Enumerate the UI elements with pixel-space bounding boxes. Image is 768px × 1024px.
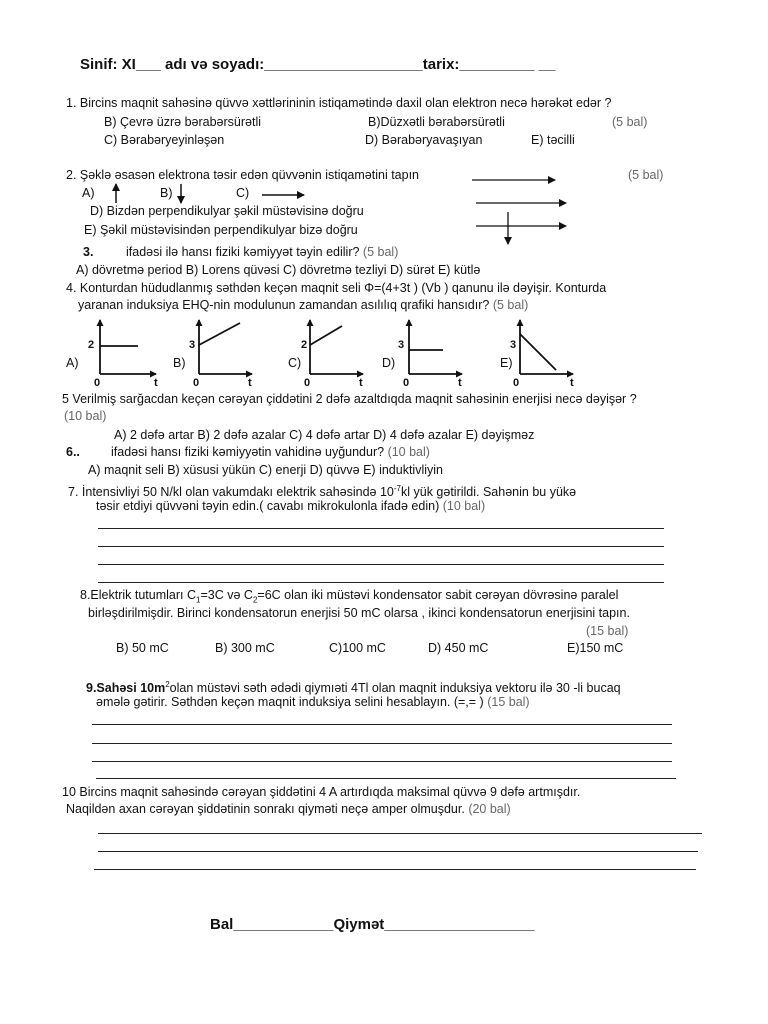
q3-text: ifadəsi ilə hansı fiziki kəmiyyət təyin edilir? (5 bal) [126, 245, 399, 259]
q2-points: (5 bal) [628, 168, 664, 182]
q1-points: (5 bal) [612, 115, 648, 129]
graph-c-x0: 0 [304, 377, 311, 389]
answer-line [98, 546, 664, 547]
graph-b-x0: 0 [193, 377, 200, 389]
footer-score: Bal____________Qiymət__________________ [210, 916, 535, 933]
graph-a-label: A) [66, 356, 79, 370]
graph-c-label: C) [288, 356, 302, 370]
q8-option-2: B) 300 mC [215, 641, 275, 655]
q2-option-a: A) [82, 186, 95, 200]
q2-text: 2. Şəklə əsasən elektrona təsir edən qüvvənin istiqamətini tapın [66, 168, 419, 182]
q8-option-5: E)150 mC [567, 641, 624, 655]
q8-option-3: C)100 mC [329, 641, 386, 655]
q1-option-e: E) təcilli [531, 133, 575, 147]
answer-line [96, 778, 676, 779]
q8-line1: 8.Elektrik tutumları $C_1=3C$ və $C_2=6C$ olan iki müstəvi kondensator sabit cərəyan dövrəsinə paralel [80, 588, 619, 605]
q8-option-4: D) 450 mC [428, 641, 489, 655]
answer-line [92, 743, 672, 744]
graph-b-y: 3 [189, 339, 196, 351]
answer-line [98, 564, 664, 565]
q2-option-e: E) Şəkil müstəvisindən perpendikulyar bizə doğru [84, 223, 358, 237]
q6-number: 6.. [66, 445, 80, 459]
q10-line2: Naqildən axan cərəyan şiddətinin sonrakı qiyməti neçə amper olmuşdur. (20 bal) [66, 802, 511, 816]
graph-d-label: D) [382, 356, 396, 370]
q5-options: A) 2 dəfə artar B) 2 dəfə azalar C) 4 dəfə artar D) 4 dəfə azalar E) dəyişməz [114, 428, 535, 442]
q1-option-c: C) Bərabəryeyinləşən [104, 133, 225, 147]
q1-option-b2: B)Düzxətli bərabərsürətli [368, 115, 505, 129]
q8-points: (15 bal) [586, 624, 629, 638]
q5-text: 5 Verilmiş sarğacdan keçən cərəyan çiddətini 2 dəfə azaltdıqda maqnit sahəsinin enerjisi necə dəyişər ? [62, 392, 637, 406]
answer-line [98, 528, 664, 529]
q9-line2: əmələ gətirir. Səthdən keçən maqnit induksiya selini hesablayın. (=,= ) (15 bal) [96, 695, 530, 709]
q6-text: ifadəsi hansı fiziki kəmiyyətin vahidinə uyğundur? (10 bal) [111, 445, 430, 459]
answer-line [92, 761, 672, 762]
graph-d [409, 320, 462, 374]
graph-b-xt: t [248, 377, 252, 389]
graph-b [199, 320, 252, 374]
graph-c-y: 2 [301, 339, 308, 351]
q4-line2: yaranan induksiya EHQ-nin modulunun zamandan asılılıq qrafiki hansıdır? (5 bal) [78, 298, 529, 312]
graph-e-x0: 0 [513, 377, 520, 389]
answer-line [94, 869, 696, 870]
graph-e-y: 3 [510, 339, 517, 351]
graph-a-xt: t [154, 377, 158, 389]
graph-e-xt: t [570, 377, 574, 389]
q2-option-d: D) Bizdən perpendikulyar şəkil müstəvisinə doğru [90, 204, 364, 218]
q8-option-1: B) 50 mC [116, 641, 169, 655]
answer-line [98, 851, 698, 852]
q10-line1: 10 Bircins maqnit sahəsində cərəyan şiddətini 4 A artırdıqda maksimal qüvvə 9 dəfə artmışdır. [62, 785, 581, 799]
q1-option-b1: B) Çevrə üzrə bərabərsürətli [104, 115, 262, 129]
q3-options: A) dövretmə period B) Lorens qüvəsi C) dövretmə tezliyi D) sürət E) kütlə [76, 263, 481, 277]
q9-line1: 9.Sahəsi $10m^2olan$ müstəvi səth ədədi qiymıəti 4Tl olan maqnit induksiya vektoru ilə 30 -li bucaq [86, 680, 621, 696]
q1-option-d: D) Bərabəryavaşıyan [365, 133, 483, 147]
answer-line [98, 582, 664, 583]
graph-c [310, 320, 363, 374]
graph-d-xt: t [458, 377, 462, 389]
graph-a [100, 320, 156, 374]
q8-line2: birləşdirilmişdir. Birinci kondensatorun enerjisi 50 mC olarsa , ikinci kondensatorun enerjisini tapın. [88, 606, 630, 620]
q7-line1: 7. İntensivliyi 50 N/kl olan vakumdakı elektrik sahəsində $10^{-7}kl$ yük gətirildi. Sahənin bu yükə [68, 484, 577, 500]
q3-number: 3. [83, 245, 94, 259]
graph-e-label: E) [500, 356, 513, 370]
graph-d-y: 3 [398, 339, 405, 351]
graph-c-xt: t [359, 377, 363, 389]
q1-text: 1. Bircins maqnit sahəsinə qüvvə xəttlərininin istiqamətində daxil olan elektron necə hərəkət edər ? [66, 96, 612, 110]
q4-line1: 4. Konturdan hüdudlanmış səthdən keçən maqnit seli Φ=(4+3t ) (Vb ) qanunu ilə dəyişir. Konturda [66, 281, 607, 295]
answer-line [98, 833, 702, 834]
answer-line [92, 724, 672, 725]
q5-points: (10 bal) [64, 409, 107, 423]
q6-options: A) maqnit seli B) xüsusi yükün C) enerji D) qüvvə E) induktivliyin [88, 463, 443, 477]
header: Sinif: XI___ adı və soyadı:___________________tarix:_________ __ [80, 56, 556, 73]
graph-d-x0: 0 [403, 377, 410, 389]
graph-a-x0: 0 [94, 377, 101, 389]
graph-e [520, 320, 573, 374]
q2-option-c: C) [236, 186, 250, 200]
graph-b-label: B) [173, 356, 186, 370]
q2-option-b: B) [160, 186, 173, 200]
q7-line2: təsir etdiyi qüvvəni təyin edin.( cavabı mikrokulonla ifadə edin) (10 bal) [96, 499, 486, 513]
graph-a-y: 2 [88, 339, 95, 351]
